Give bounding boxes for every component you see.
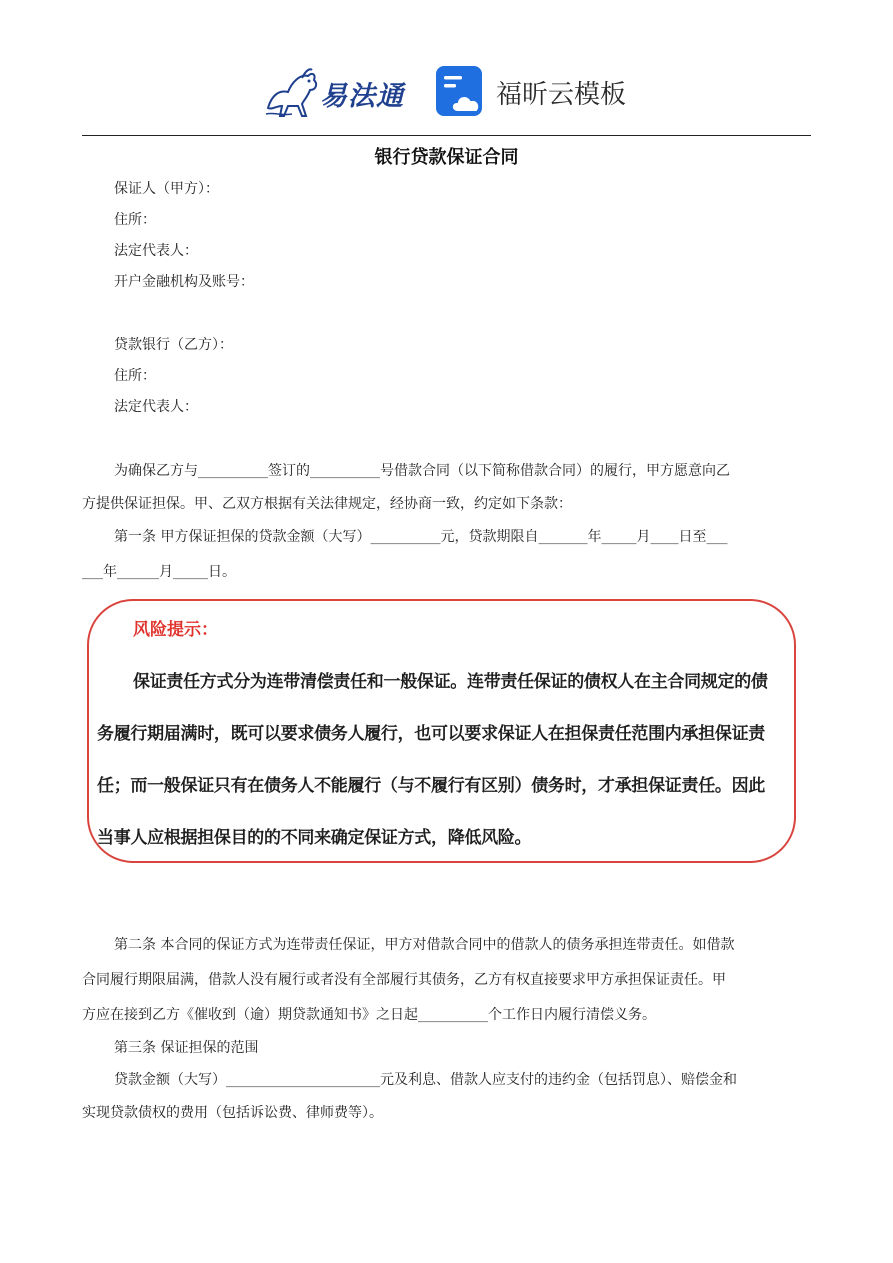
party-b-representative: 法定代表人： [114,399,198,415]
party-a-guarantor: 保证人（甲方）： [114,181,219,197]
intro-line-1: 为确保乙方与__________签订的__________号借款合同（以下简称借款合同）的履行，甲方愿意向乙 [114,463,730,479]
fuxin-logo [436,64,646,120]
article2-line-2: 合同履行期限届满，借款人没有履行或者没有全部履行其债务，乙方有权直接要求甲方承担保证责任。甲 [82,972,726,988]
party-a-bank-account: 开户金融机构及账号： [114,274,254,290]
cloud-document-icon [436,66,486,118]
brand-fuxin-template: 福昕云模板 [496,80,627,110]
risk-warning-title: 风险提示： [133,620,218,640]
article3-line-1: 贷款金额（大写）______________________元及利息、借款人应支付的违约金（包括罚息）、赔偿金和 [114,1072,737,1088]
risk-line-3: 任；而一般保证只有在债务人不能履行（与不履行有区别）债务时，才承担保证责任。因此 [97,776,765,796]
horse-emblem-icon [262,64,320,120]
article3-heading: 第三条 保证担保的范围 [114,1040,259,1056]
party-b-bank: 贷款银行（乙方）： [114,337,233,353]
yifatong-logo [262,64,414,120]
article2-line-1: 第二条 本合同的保证方式为连带责任保证，甲方对借款合同中的借款人的债务承担连带责任。如借款 [114,937,735,953]
header-divider [82,135,811,136]
article1-line-1: 第一条 甲方保证担保的贷款金额（大写）__________元，贷款期限自_______年_____月____日至___ [114,529,728,545]
article2-line-3: 方应在接到乙方《催收到（逾）期贷款通知书》之日起__________个工作日内履行清偿义务。 [82,1007,656,1023]
article1-line-2: ___年______月_____日。 [82,564,236,580]
article3-line-2: 实现贷款债权的费用（包括诉讼费、律师费等）。 [82,1105,383,1121]
brand-yifatong: 易法通 [320,81,404,112]
page-title: 银行贷款保证合同 [374,147,519,168]
intro-line-2: 方提供保证担保。甲、乙双方根据有关法律规定，经协商一致，约定如下条款： [82,496,572,512]
party-b-address: 住所： [114,368,156,384]
risk-line-2: 务履行期届满时，既可以要求债务人履行，也可以要求保证人在担保责任范围内承担保证责 [97,724,765,744]
risk-warning-box [87,599,796,863]
risk-line-1: 保证责任方式分为连带清偿责任和一般保证。连带责任保证的债权人在主合同规定的债 [133,672,768,692]
risk-line-4: 当事人应根据担保目的的不同来确定保证方式，降低风险。 [97,828,532,848]
party-a-representative: 法定代表人： [114,243,198,259]
page-header [0,58,893,122]
party-a-address: 住所： [114,212,156,228]
